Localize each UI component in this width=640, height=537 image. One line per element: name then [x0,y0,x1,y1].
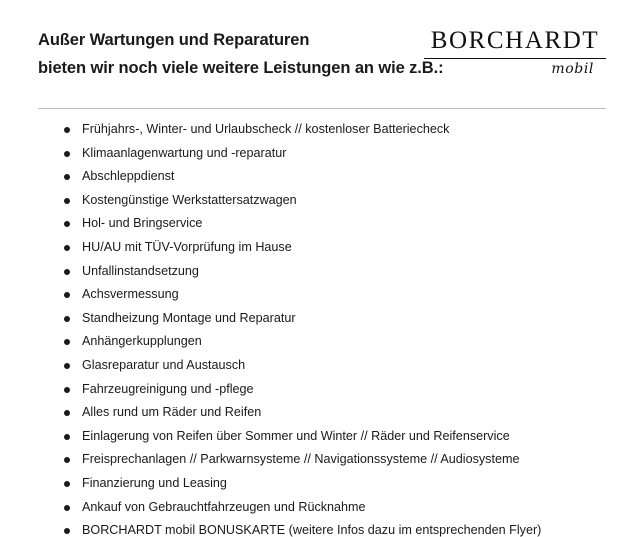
document-header [38,26,606,94]
list-item: Kostengünstige Werkstattersatzwagen [64,194,606,207]
list-item: Freisprechanlagen // Parkwarnsysteme // Navigationssysteme // Audiosysteme [64,453,606,466]
list-item: Einlagerung von Reifen über Sommer und Winter // Räder und Reifenservice [64,430,606,443]
brand-subtitle: mobil [551,61,594,78]
brand-divider [424,58,606,59]
list-item: Unfallinstandsetzung [64,265,606,278]
list-item: Fahrzeugreinigung und -pflege [64,383,606,396]
list-item: Anhängerkupplungen [64,335,606,348]
list-item: BORCHARDT mobil BONUSKARTE (weitere Infos dazu im entsprechenden Flyer) [64,524,606,537]
page-title-line-2: bieten wir noch viele weitere Leistungen an wie z.B.: [38,59,444,78]
list-item: Alles rund um Räder und Reifen [64,406,606,419]
header-divider [38,108,606,109]
brand-name: BORCHARDT [430,27,600,54]
list-item: Achsvermessung [64,288,606,301]
services-list [38,123,606,537]
list-item: Hol- und Bringservice [64,217,606,230]
brand-logo [424,28,606,77]
list-item: Standheizung Montage und Reparatur [64,312,606,325]
list-item: Ankauf von Gebrauchtfahrzeugen und Rücknahme [64,501,606,514]
page-title-line-1: Außer Wartungen und Reparaturen [38,31,310,49]
list-item: Klimaanlagenwartung und -reparatur [64,147,606,160]
list-item: Glasreparatur und Austausch [64,359,606,372]
list-item: HU/AU mit TÜV-Vorprüfung im Hause [64,241,606,254]
page-title [38,26,444,83]
list-item: Finanzierung und Leasing [64,477,606,490]
list-item: Frühjahrs-, Winter- und Urlaubscheck // kostenloser Batteriecheck [64,123,606,136]
list-item: Abschleppdienst [64,170,606,183]
